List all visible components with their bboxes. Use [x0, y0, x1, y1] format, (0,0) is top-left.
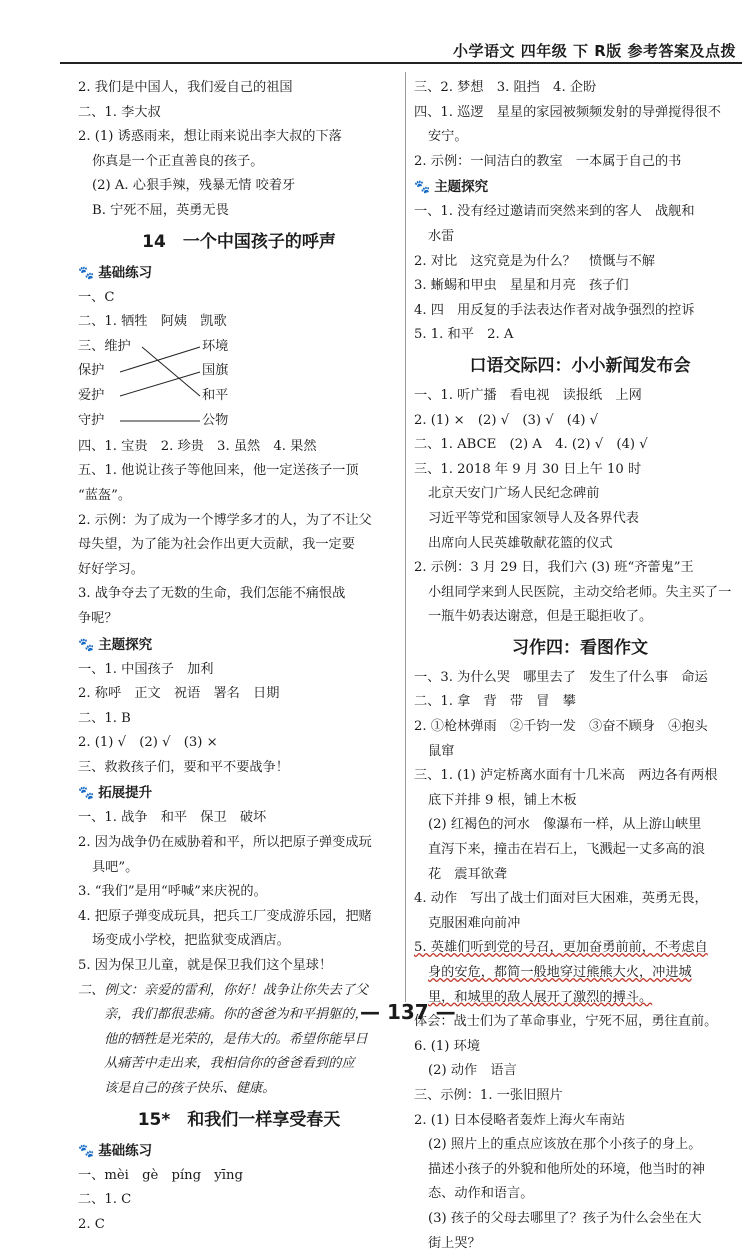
- answer-line: 4. 动作 写出了战士们面对巨大困难，英勇无畏，: [414, 891, 708, 907]
- answer-line: 3. 战争夺去了无数的生命，我们怎能不痛恨战: [78, 586, 346, 602]
- answer-line: “蓝盔”。: [78, 487, 132, 503]
- section-heading-basic: [78, 1138, 400, 1164]
- answer-line: 三、1. 2018 年 9 月 30 日上午 10 时: [414, 461, 642, 477]
- answer-line: 二、1. ABCE (2) A 4. (2) √ (4) √: [414, 437, 648, 453]
- answer-line: 二、1. 拿 背 带 冒 攀: [414, 694, 576, 710]
- letter-line: 该是自己的孩子快乐、健康。: [104, 1081, 276, 1096]
- answer-line: 一、mèi gè píng yīng: [78, 1167, 243, 1183]
- paw-icon: 🐾: [78, 265, 95, 281]
- section-heading-explore: [78, 632, 400, 658]
- answer-line: 出席向人民英雄敬献花篮的仪式: [428, 535, 613, 551]
- answer-line: 北京天安门广场人民纪念碑前: [428, 486, 600, 502]
- answer-line: 体会：战士们为了革命事业，宁死不屈，勇往直前。: [414, 1014, 718, 1030]
- answer-line: 你真是一个正直善良的孩子。: [92, 153, 264, 169]
- answer-line: 4. 把原子弹变成玩具，把兵工厂变成游乐园，把赌: [78, 908, 372, 924]
- answer-line: 一瓶牛奶表达谢意，但是王聪拒收了。: [428, 609, 653, 625]
- answer-line: (3) 孩子的父母去哪里了？孩子为什么会坐在大: [428, 1210, 702, 1226]
- letter-line: 二、例文：亲爱的雷利，你好！战争让你失去了父: [78, 982, 369, 998]
- answer-line: 一、3. 为什么哭 哪里去了 发生了什么事 命运: [414, 669, 708, 685]
- highlighted-answer-line: 里，和城里的敌人展开了激烈的搏斗。: [428, 989, 653, 1005]
- answer-line: 好好学习。: [78, 561, 144, 577]
- answer-line: 2. 示例：一间洁白的教室 一本属于自己的书: [414, 153, 682, 169]
- answer-line: 安宁。: [428, 129, 468, 145]
- section-heading-basic: [78, 260, 400, 286]
- section-heading-extend: [78, 780, 400, 806]
- answer-line: 克服困难向前冲: [428, 915, 521, 931]
- answer-line: 二、1. 李大叔: [78, 104, 161, 120]
- answer-line: [414, 101, 746, 126]
- answer-line: 一、1. 中国孩子 加利: [78, 661, 214, 677]
- section-heading-explore: [414, 174, 746, 200]
- answer-line: 花 震耳欲聋: [428, 866, 508, 882]
- answer-line: 2. 对比 这究竟是为什么？ 愤慨与不解: [414, 253, 655, 269]
- answer-line: B. 宁死不屈，英勇无畏: [92, 202, 229, 218]
- answer-line: 小组同学来到人民医院，主动交给老师。失主买了一: [428, 584, 732, 600]
- lesson-14-title: 14 一个中国孩子的呼声: [142, 231, 336, 252]
- answer-line: 二、1. 牺牲 阿姨 凯歌: [78, 314, 227, 330]
- answer-line: 五、1. 他说让孩子等他回来，他一定送孩子一顶: [78, 463, 359, 479]
- answer-text: 四、1. 巡逻: [414, 104, 484, 120]
- answer-line: 习近平等党和国家领导人及各界代表: [428, 510, 639, 526]
- answer-line: 鼠窜: [428, 743, 455, 759]
- answer-line: 直泻下来，撞击在岩石上，飞溅起一丈多高的浪: [428, 842, 705, 858]
- answer-line: 二、1. B: [78, 710, 131, 726]
- answer-line: 争呢？: [78, 610, 118, 626]
- paw-icon: 🐾: [78, 637, 95, 653]
- oral-communication-title: 口语交际四：小小新闻发布会: [469, 355, 691, 376]
- answer-line: 具吧”。: [92, 859, 139, 875]
- answer-line: 2. 示例：3 月 29 日，我们六 (3) 班“齐蕾鬼”王: [414, 560, 694, 576]
- answer-line: 2. 称呼 正文 祝语 署名 日期: [78, 686, 280, 702]
- answer-line: 态、动作和语言。: [428, 1186, 534, 1202]
- answer-line: 4. 四 用反复的手法表达作者对战争强烈的控诉: [414, 302, 695, 318]
- answer-line: 底下并排 9 根，铺上木板: [428, 792, 577, 808]
- match-right-item: 国旗: [202, 363, 229, 379]
- answer-line: 街上哭？: [428, 1235, 481, 1251]
- right-column: [414, 76, 746, 1256]
- answer-line: 三、示例：1. 一张旧照片: [414, 1087, 563, 1103]
- matching-exercise: [78, 335, 400, 435]
- header-rule: [60, 62, 742, 64]
- paw-icon: 🐾: [78, 786, 95, 802]
- section-label: 拓展提升: [98, 785, 153, 802]
- answer-line: 场变成小学校，把监狱变成酒店。: [92, 933, 290, 949]
- answer-line: 2. ①枪林弹雨 ②千钧一发 ③奋不顾身 ④抱头: [414, 719, 708, 735]
- paw-icon: 🐾: [78, 1143, 95, 1159]
- answer-line: 2. (1) √ (2) √ (3) ×: [78, 735, 218, 751]
- letter-line: 从痛苦中走出来，我相信你的爸爸看到的应: [104, 1056, 355, 1072]
- section-label: 主题探究: [98, 636, 153, 653]
- answer-line: 2. (1) × (2) √ (3) √ (4) √: [414, 412, 599, 428]
- answer-line: (2) A. 心狠手辣，残暴无情 咬着牙: [92, 178, 296, 194]
- answer-line: 三、1. (1) 泸定桥离水面有十几米高 两边各有两根: [414, 768, 718, 784]
- answer-line: 母失望，为了能为社会作出更大贡献，我一定要: [78, 537, 355, 553]
- answer-line: 5. 因为保卫儿童，就是保卫我们这个星球！: [78, 958, 333, 974]
- match-left-item: 爱护: [78, 387, 105, 403]
- answer-line: 5. 1. 和平 2. A: [414, 327, 514, 343]
- highlighted-answer-line: 5. 英雄们听到党的号召，更加奋勇前前，不考虑自: [414, 940, 708, 956]
- answer-line: (2) 红褐色的河水 像瀑布一样，从上游山峡里: [428, 817, 702, 833]
- answer-line: 三、2. 梦想 3. 阻挡 4. 企盼: [414, 80, 597, 95]
- answer-line: 二、1. C: [78, 1192, 132, 1208]
- match-left-item: 守护: [78, 412, 105, 428]
- highlighted-answer-line: 身的安危，都简一般地穿过熊熊大火，冲进城: [428, 965, 692, 980]
- answer-line: 2. (1) 诱惑雨来，想让雨来说出李大叔的下落: [78, 129, 342, 145]
- answer-line: 一、1. 没有经过邀请而突然来到的客人 战舰和: [414, 204, 695, 220]
- match-right-item: 环境: [202, 338, 229, 354]
- answer-line: 水雷: [428, 228, 455, 244]
- answer-line: 一、C: [78, 289, 115, 305]
- answer-line: 2. 因为战争仍在威胁着和平，所以把原子弹变成玩: [78, 835, 372, 851]
- answer-line: 6. (1) 环境: [414, 1038, 481, 1054]
- paw-icon: 🐾: [414, 180, 431, 196]
- letter-line: 他的牺牲是光荣的，是伟大的。希望你能早日: [104, 1031, 368, 1047]
- answer-line: 一、1. 战争 和平 保卫 破坏: [78, 810, 267, 826]
- match-right-item: 和平: [202, 387, 229, 403]
- section-label: 主题探究: [434, 179, 489, 196]
- match-prefix: 三、: [78, 338, 105, 354]
- answer-line: 一、1. 听广播 看电视 读报纸 上网: [414, 387, 642, 403]
- lesson-15-title: 15* 和我们一样享受春天: [137, 1109, 341, 1130]
- match-left-text: 维护: [104, 338, 131, 354]
- section-label: 基础练习: [98, 1142, 153, 1159]
- answer-text: 星星的家园被频频发射的导弹搅得很不: [496, 104, 721, 120]
- answer-line: 描述小孩子的外貌和他所处的环境，他当时的神: [428, 1161, 705, 1177]
- writing-title: 习作四：看图作文: [512, 637, 648, 658]
- answer-line: 2. 示例：为了成为一个博学多才的人，为了不让父: [78, 512, 372, 528]
- page-number: — 137 —: [360, 1000, 456, 1024]
- column-divider: [405, 72, 406, 1002]
- answer-line: 3. “我们”是用“呼喊”来庆祝的。: [78, 884, 267, 900]
- answer-line: (2) 动作 语言: [428, 1063, 517, 1079]
- left-column: [78, 76, 400, 1237]
- answer-line: 2. (1) 日本侵略者轰炸上海火车南站: [414, 1112, 626, 1128]
- answer-line: (2) 照片上的重点应该放在那个小孩子的身上。: [428, 1137, 702, 1153]
- answer-line: 2. C: [78, 1216, 105, 1232]
- matching-lines: [116, 335, 202, 435]
- answer-line: 3. 蜥蜴和甲虫 星星和月亮 孩子们: [414, 278, 629, 294]
- answer-line: 三、救救孩子们，要和平不要战争！: [78, 759, 289, 775]
- letter-line: 亲，我们都很悲痛。你的爸爸为和平捐躯的，: [104, 1007, 368, 1023]
- match-right-item: 公物: [202, 412, 229, 428]
- answer-line: 四、1. 宝贵 2. 珍贵 3. 虽然 4. 果然: [78, 438, 317, 454]
- header-title: 小学语文 四年级 下 R版 参考答案及点拨: [453, 42, 736, 60]
- page-header: [0, 0, 750, 66]
- answer-line: 2. 我们是中国人，我们爱自己的祖国: [78, 80, 293, 95]
- section-label: 基础练习: [98, 264, 153, 281]
- match-left-item: 保护: [78, 363, 105, 379]
